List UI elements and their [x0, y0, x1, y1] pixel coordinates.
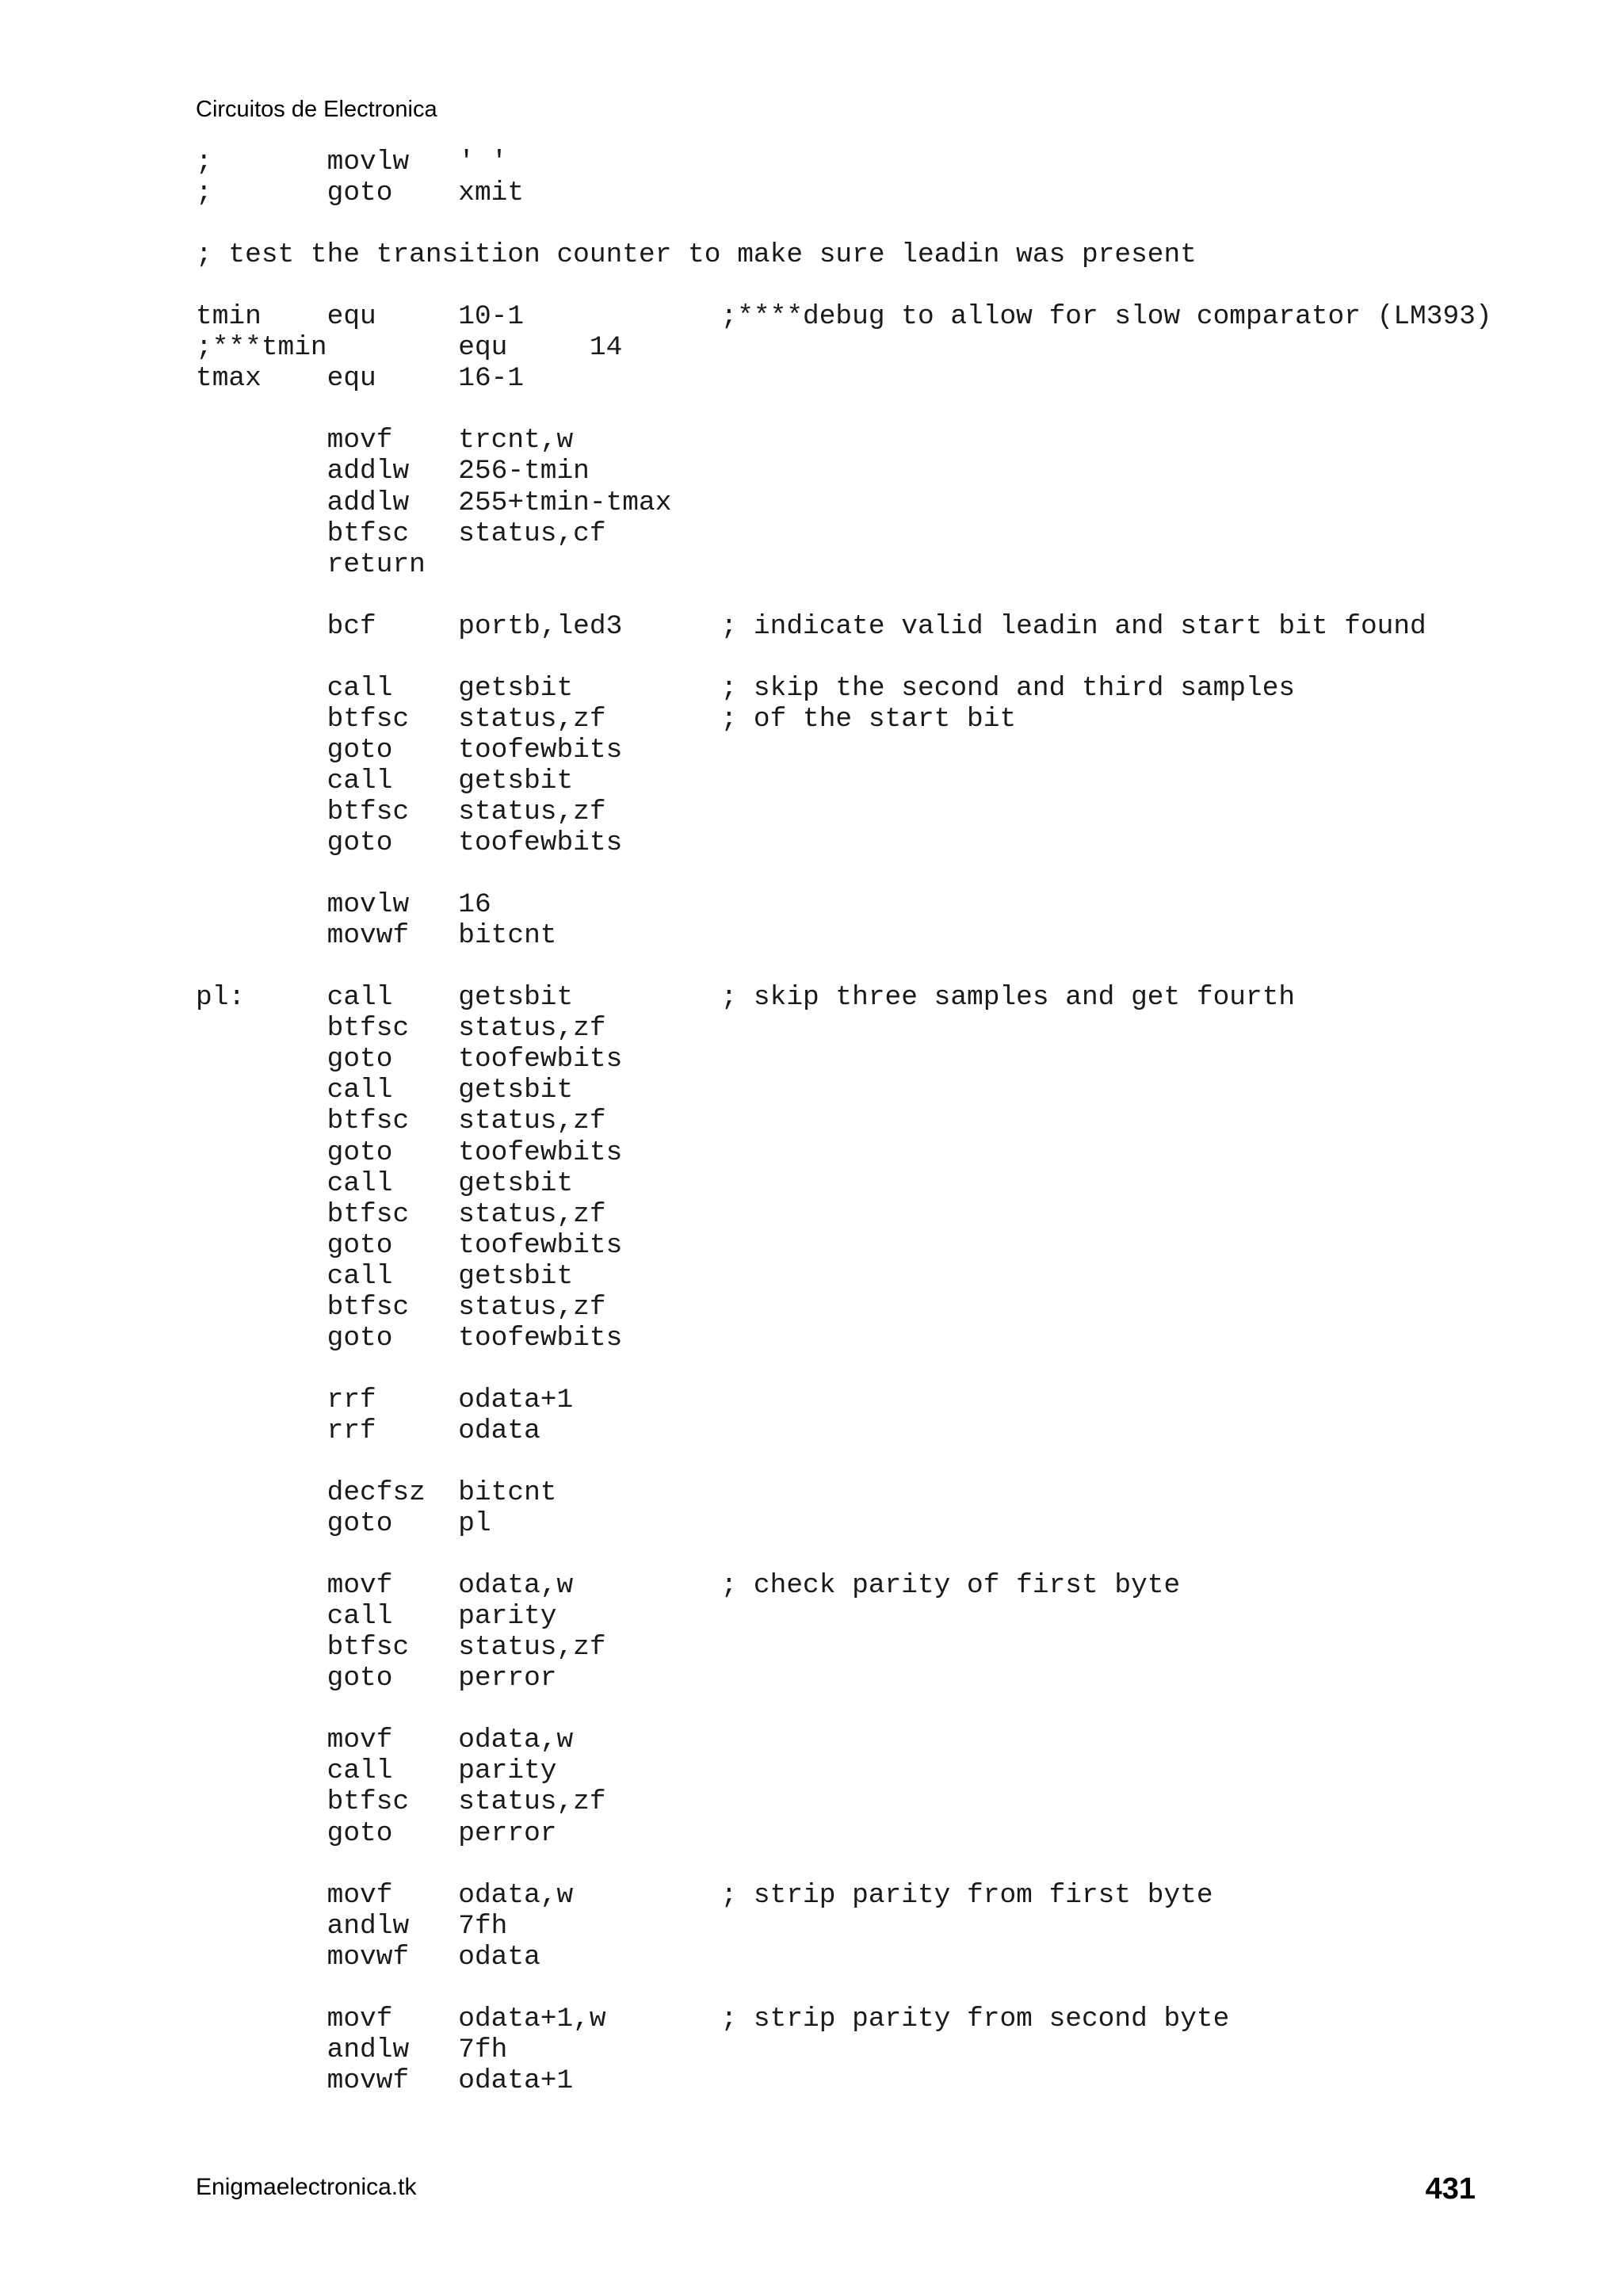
code-line: btfsc status,zf — [196, 796, 606, 827]
code-line: ; test the transition counter to make sure leadin was present — [196, 239, 1197, 271]
code-line: call parity — [196, 1601, 557, 1633]
code-line: goto toofewbits — [196, 1137, 623, 1168]
code-listing — [196, 147, 1492, 2096]
code-line: addlw 255+tmin-tmax — [196, 487, 672, 518]
code-line: tmin equ 10-1 ;****debug to allow for slow comparator (LM393) — [196, 301, 1492, 333]
code-line — [196, 394, 1492, 425]
footer-site-name: Enigmaelectronica.tk — [196, 2174, 417, 2200]
code-line — [196, 1973, 1492, 2004]
code-line: goto toofewbits — [196, 1229, 623, 1261]
code-line: movwf bitcnt — [196, 920, 557, 952]
code-line — [196, 642, 1492, 673]
code-line: call getsbit — [196, 1167, 574, 1199]
code-line: andlw 7fh — [196, 2034, 508, 2065]
code-line — [196, 951, 1492, 982]
code-line: goto toofewbits — [196, 1322, 623, 1354]
code-line: btfsc status,zf — [196, 1786, 606, 1818]
code-line: movf odata,w — [196, 1725, 574, 1756]
code-line: goto pl — [196, 1508, 491, 1540]
code-line: return — [196, 548, 426, 580]
code-line: goto perror — [196, 1817, 557, 1849]
code-line: movlw 16 — [196, 889, 491, 921]
code-line: call getsbit — [196, 1075, 574, 1106]
code-line: decfsz bitcnt — [196, 1477, 557, 1509]
code-line: btfsc status,zf — [196, 1013, 606, 1045]
code-line — [196, 208, 1492, 239]
code-line: btfsc status,zf — [196, 1291, 606, 1323]
code-line — [196, 580, 1492, 611]
code-line: ;***tmin equ 14 — [196, 332, 623, 364]
code-line: btfsc status,zf — [196, 1106, 606, 1137]
code-line: ; goto xmit — [196, 178, 525, 209]
code-line: movwf odata — [196, 1941, 540, 1973]
code-line: rrf odata — [196, 1415, 540, 1446]
code-line — [196, 1849, 1492, 1880]
code-line: movf odata+1,w ; strip parity from second byte — [196, 2003, 1230, 2034]
code-line — [196, 1354, 1492, 1385]
code-line: goto perror — [196, 1663, 557, 1694]
code-line: btfsc status,cf — [196, 518, 606, 549]
code-line: movwf odata+1 — [196, 2065, 574, 2096]
code-line: pl: call getsbit ; skip three samples and get fourth — [196, 982, 1296, 1014]
code-line: btfsc status,zf — [196, 1632, 606, 1664]
code-line: goto toofewbits — [196, 1044, 623, 1075]
code-line: tmax equ 16-1 — [196, 363, 525, 395]
code-line: goto toofewbits — [196, 827, 623, 859]
code-line: addlw 256-tmin — [196, 456, 590, 487]
code-line: call getsbit — [196, 1260, 574, 1292]
code-line: ; movlw ' ' — [196, 147, 508, 178]
code-line: movf odata,w ; check parity of first byte — [196, 1570, 1181, 1602]
code-line: movf odata,w ; strip parity from first byte — [196, 1879, 1213, 1911]
page-number: 431 — [1425, 2172, 1476, 2206]
code-line: bcf portb,led3 ; indicate valid leadin and start bit found — [196, 610, 1426, 642]
code-line: call getsbit ; skip the second and third samples — [196, 672, 1296, 704]
code-line: rrf odata+1 — [196, 1384, 574, 1415]
code-line: call parity — [196, 1755, 557, 1787]
code-line — [196, 1694, 1492, 1725]
code-line — [196, 270, 1492, 301]
code-line: call getsbit — [196, 765, 574, 797]
code-line: movf trcnt,w — [196, 425, 574, 457]
code-line — [196, 1539, 1492, 1570]
code-line — [196, 1446, 1492, 1477]
code-line: btfsc status,zf — [196, 1198, 606, 1230]
code-line: andlw 7fh — [196, 1910, 508, 1942]
code-line: goto toofewbits — [196, 734, 623, 766]
page-header: Circuitos de Electronica — [196, 97, 437, 122]
code-line — [196, 858, 1492, 889]
code-line: btfsc status,zf ; of the start bit — [196, 703, 1017, 735]
